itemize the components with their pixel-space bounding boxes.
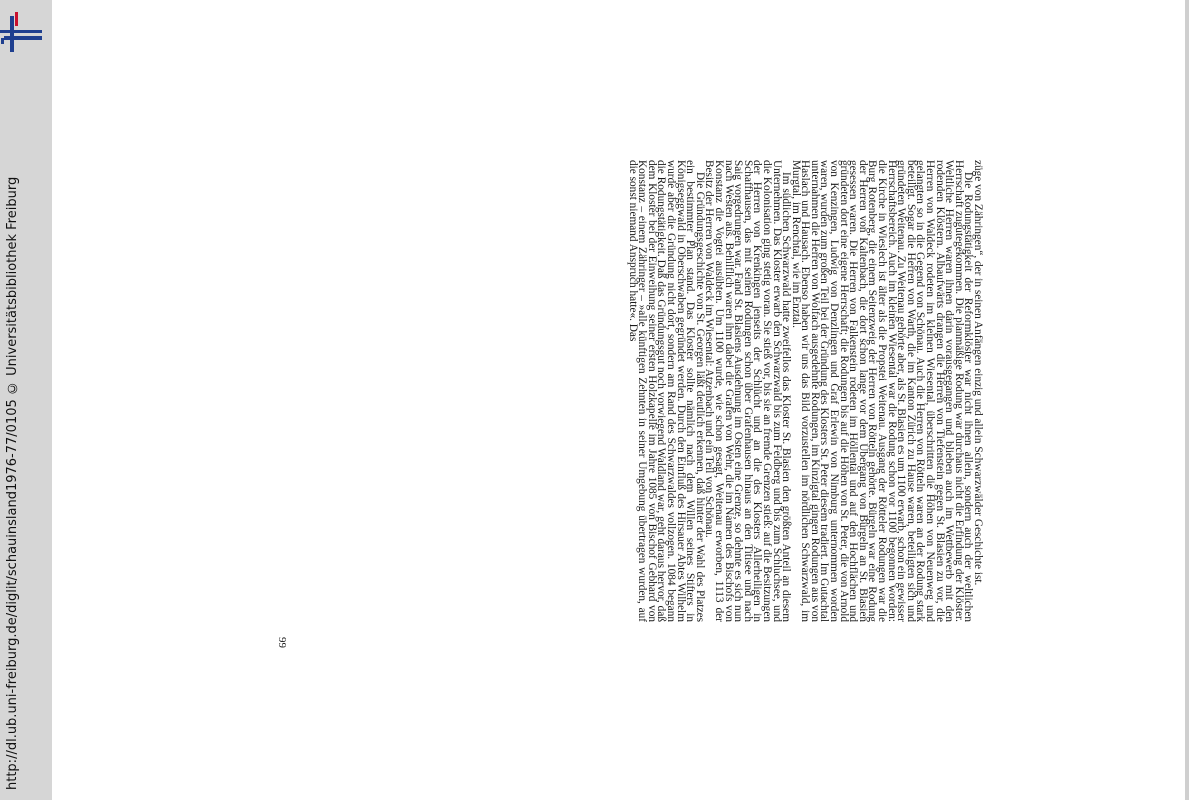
- viewer-side-caption: [5, 177, 49, 790]
- rotated-page-content: [254, 152, 994, 648]
- permalink-text[interactable]: http://dl.ub.uni-freiburg.de/diglit/schauinsland1976-77/0105: [5, 399, 20, 790]
- page-number: 99: [276, 637, 288, 648]
- paragraph: Im südlichen Schwarzwald hatte zweifellos das Kloster St. Blasien den größten Anteil an diesem Unternehmen. Das Kloster erwarb den Schwarzwald bis zum Feldberg und bis zum Schluchsee, und die Kolonisation ging stetig voran. Sie stieß vor, bis sie an fremde Grenzen stieß: auf die Besitzungen der Herren von Krenkingen jenseits der Schlücht und an die des Klosters Allerheiligen in Schaffhausen, das mit seinen Rodungen schon über Grafenhausen hinaus an den Titisee und nach Saig vorgedrungen war. Fand St. Blasiens Ausdehnung im Osten eine Grenze, so dehnte es sich nun nach Westen aus. Behilflich waren ihm dabei die Grafen von Wehr, die im Namen des Bischofs von Konstanz die Vogtei ausübten. Um 1100 wurde, wie schon gesagt, Weitenau erworben, 1113 der Besitz der Herren von Waldeck im Wiesental: Atzenbach und ein Teil von Schönau.: [703, 160, 793, 622]
- vertical-scrollbar[interactable]: [1185, 0, 1189, 800]
- paragraph: Die Rodungstätigkeit der Reformklöster war nicht ihnen allein, sondern auch der weltlichen Herrschaft zugutegekommen. Die planmäßige Rodung war durchaus nicht die Erfindung der Klöster. Weltliche Herren waren ihnen darin vorausgegangen und blieben auch im Wettbewerb mit den rodenden Klöstern. Albaufwärts drangen die Herren von Tiefenstein gegen St. Blasien zu vor, die Herren von Waldeck rodeten im kleinen Wiesental, überschritten die Höhen von Neuenweg und gelangten so in die Gegend von Schönau. Auch die Herren von Rötteln waren an der Rodung stark beteiligt. Sogar die Herren von Warth, die im Kanton Zürich zu Hause waren, beteiligten sich und gründeten Weitenau. Zu Weitenau gehörte aber, als St. Blasien es um 1100 erwarb, schon ein gewisser Herrschaftsbereich. Auch im kleinen Wiesental war die Rodung schon vor 1100 begonnen worden: die Kirche in Wieslech ist älter als die Propstei Weitenau. Ausgang der Rötteler Rodungen war die Burg Rotenberg, die einem Seitenzweig der Herren von Rötteln gehörte. Bürgeln war eine Rodung der Herren von Kaltenbach, die dort schon lange vor dem Übergang von Bürgeln an St. Blasien gesessen waren. Die Herren von Falkenstein rodeten im Höllental und auf den Hochflächen und gründeten dort eine eigene Herrschaft; die Rodungen bis auf die Höhen von St. Peter, die von Arnold von Kenzingen, Ludwig von Denzlingen und Graf Erlewin von Nimburg unternommen worden waren, wurden zum großen Teil bei der Gründung des Klosters St. Peter diesem tradiert. Im Gutachtal unternahmen die Herren von Wolfach ausgedehnte Rodungen, im Kinzigtal gingen Rodungen aus von Haslach und Hausach. Ebenso haben wir uns das Bild vorzustellen im nördlichen Schwarzwald, im Murgtal, im Renchtal, wie im Enztal.: [789, 160, 975, 622]
- unibib-freiburg-logo-icon[interactable]: [0, 10, 44, 52]
- paragraph: züge von Zähringen“, der in seinen Anfängen einzig und allein Schwarzwälder Geschichte ist.: [972, 160, 984, 586]
- copyright-text: © Universitätsbibliothek Freiburg: [5, 177, 20, 396]
- viewer-sidebar: [0, 0, 52, 800]
- paragraph: Die Gründungsgeschichte von St. Georgen läßt deutlich erkennen, daß hinter der Wahl des Platzes ein bestimmter Plan stand. Das Kloster sollte nämlich nach dem Willen seines Stifters in Königseggwald in Oberschwaben gegründet werden. Durch den Einfluß des Hirsauer Abtes Wilhelm wurde aber die Gründung nicht dort, sondern am Rand des Schwarzwaldes vollzogen. 1084 begann die Rodungstätigkeit. Daß das Gründungsgut noch vorwiegend Waldland war, geht daraus hervor, daß dem Kloster bei der Einweihung seiner ersten Holzkapelle im Jahre 1085 von Bischof Gebhard von Konstanz – einem Zähringer – »alle künftigen Zehnten in seiner Umgebung übertragen wurden, auf die sonst niemand Anspruch hatte«. Das: [626, 160, 706, 622]
- body-text-column: [627, 160, 982, 622]
- document-page: [254, 152, 994, 648]
